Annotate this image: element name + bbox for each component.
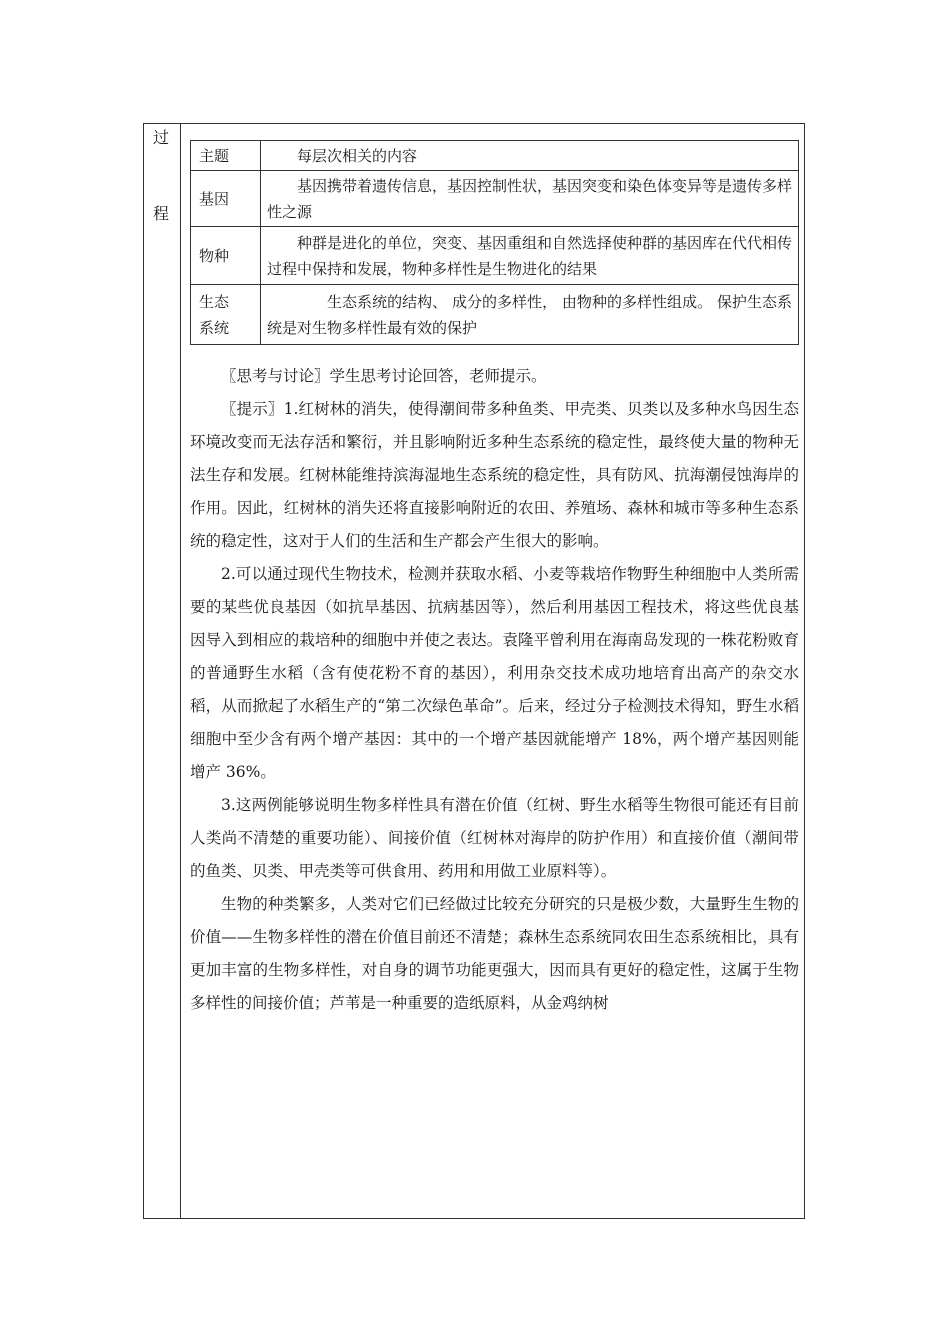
side-label-char-2: 程 [153,204,170,223]
table-row [191,285,799,345]
table-header-row [191,141,799,171]
hint-paragraph-2: 2.可以通过现代生物技术，检测并获取水稻、小麦等栽培作物野生种细胞中人类所需要的某些优良基因（如抗旱基因、抗病基因等），然后利用基因工程技术，将这些优良基因导入到相应的栽培种的细胞中并使之表达。袁隆平曾利用在海南岛发现的一株花粉败育的普通野生水稻（含有使花粉不育的基因），利用杂交技术成功地培育出高产的杂交水稻，从而掀起了水稻生产的“第二次绿色革命”。后来，经过分子检测技术得知，野生水稻细胞中至少含有两个增产基因：其中的一个增产基因就能增产 18%，两个增产基因则能增产 36%。 [190,565,799,781]
hint-paragraph-3: 3.这两例能够说明生物多样性具有潜在价值（红树、野生水稻等生物很可能还有目前人类尚不清楚的重要功能）、间接价值（红树林对海岸的防护作用）和直接价值（潮间带的鱼类、贝类、甲壳类等可供食用、药用和用做工业原料等）。 [190,796,799,880]
side-label-char-1: 过 [153,128,170,147]
diversity-levels-table [190,140,799,345]
row-value-species: 种群是进化的单位，突变、基因重组和自然选择使种群的基因库在代代相传过程中保持和发展，物种多样性是生物进化的结果 [261,227,799,285]
row-key-ecosystem-line2: 系统 [199,318,230,337]
header-key-cell: 主题 [191,141,261,171]
row-value-ecosystem: 生态系统的结构、 成分的多样性， 由物种的多样性组成。 保护生态系统是对生物多样性最有效的保护 [261,285,799,345]
side-label-column [144,124,181,1218]
row-value-gene: 基因携带着遗传信息，基因控制性状，基因突变和染色体变异等是遗传多样性之源 [261,171,799,227]
document-frame [143,123,805,1219]
discussion-paragraph: 〖思考与讨论〗学生思考讨论回答，老师提示。 [221,367,547,385]
row-key-ecosystem-line1: 生态 [199,292,230,311]
row-key-ecosystem [191,285,261,345]
row-key-gene: 基因 [191,171,261,227]
value-paragraph: 生物的种类繁多，人类对它们已经做过比较充分研究的只是极少数，大量野生生物的价值——生物多样性的潜在价值目前还不清楚；森林生态系统同农田生态系统相比，具有更加丰富的生物多样性，对自身的调节功能更强大，因而具有更好的稳定性，这属于生物多样性的间接价值；芦苇是一种重要的造纸原料，从金鸡纳树 [190,895,799,1012]
discussion-body [190,360,799,1020]
table-row [191,227,799,285]
row-key-species: 物种 [191,227,261,285]
hint-paragraph-1: 〖提示〗1.红树林的消失，使得潮间带多种鱼类、甲壳类、贝类以及多种水鸟因生态环境改变而无法存活和繁衍，并且影响附近多种生态系统的稳定性，最终使大量的物种无法生存和发展。红树林能维持滨海湿地生态系统的稳定性，具有防风、抗海潮侵蚀海岸的作用。因此，红树林的消失还将直接影响附近的农田、养殖场、森林和城市等多种生态系统的稳定性，这对于人们的生活和生产都会产生很大的影响。 [190,400,799,550]
table-row [191,171,799,227]
header-value-cell: 每层次相关的内容 [261,141,799,171]
